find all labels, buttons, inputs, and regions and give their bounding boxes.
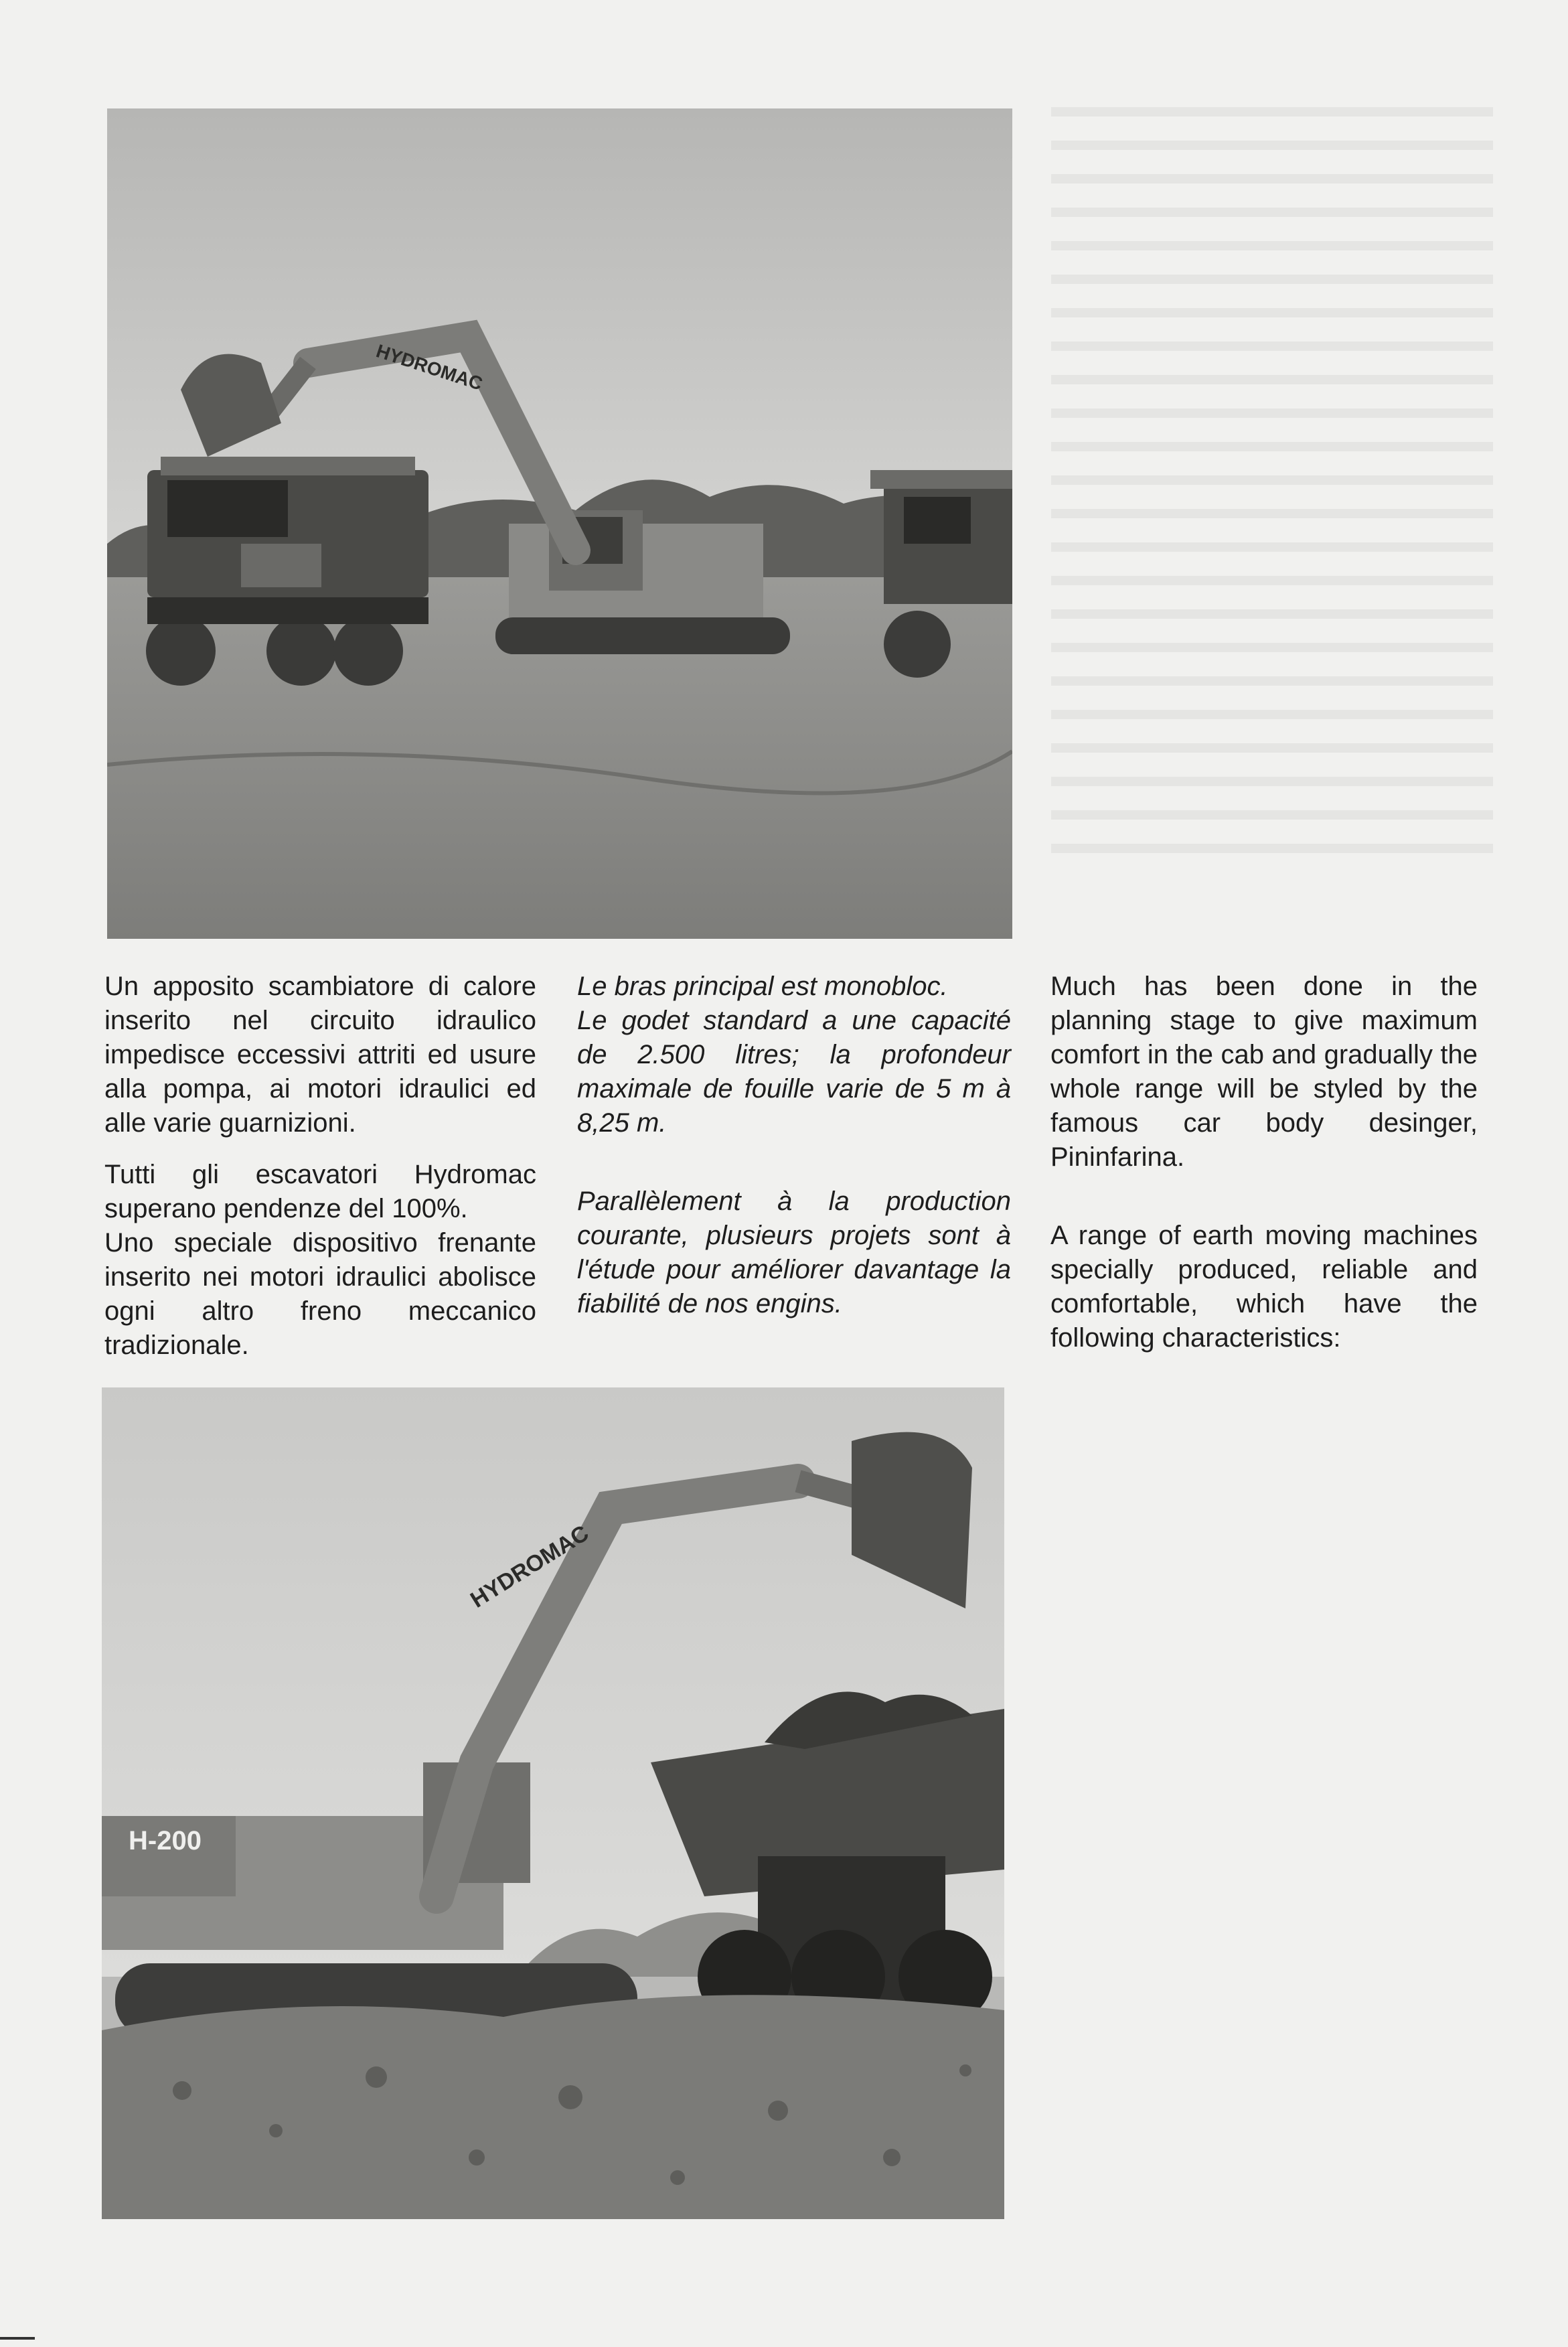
text-column-french [577,970,1011,1321]
french-paragraph-1: Le bras principal est monobloc. [577,972,948,1001]
french-paragraph-2: Le godet standard a une capacité de 2.500 litres; la profondeur maximale de fouille varie de 5 m à 8,25 m. [577,1006,1011,1138]
italian-paragraph-3: Uno speciale dispositivo frenante inserito nei motori idraulici abolisce ogni altro freno meccanico tradizionale. [104,1228,536,1360]
photo-excavator-loading-truck [107,108,1012,939]
show-through-text [1051,107,1493,877]
boom-text: HYDROMAC [466,1520,594,1613]
excavator-illustration [107,108,1012,939]
model-text: H-200 [129,1826,202,1856]
french-paragraph-3: Parallèlement à la production courante, plusieurs projets sont à l'étude pour améliorer davantage la fiabilité de nos engins. [577,1187,1011,1318]
italian-paragraph-1: Un apposito scambiatore di calore inserito nel circuito idraulico impedisce eccessivi attriti ed usure alla pompa, ai motori idraulici ed alle varie guarnizioni. [104,972,536,1138]
text-column-italian [104,970,536,1363]
english-paragraph-2: A range of earth moving machines specially produced, reliable and comfortable, which have the following characteristics: [1050,1221,1478,1353]
italian-paragraph-2: Tutti gli escavatori Hydromac superano pendenze del 100%. [104,1160,536,1223]
text-column-english [1050,970,1478,1355]
english-paragraph-1: Much has been done in the planning stage to give maximum comfort in the cab and gradually the whole range will be styled by the famous car body desinger, Pininfarina. [1050,972,1478,1172]
hull-text: HYDROMAC [374,340,485,394]
photo-excavator-dumping-into-truck [102,1387,1004,2219]
dump-truck-illustration [102,1387,1004,2219]
page-edge-mark [0,2337,35,2340]
